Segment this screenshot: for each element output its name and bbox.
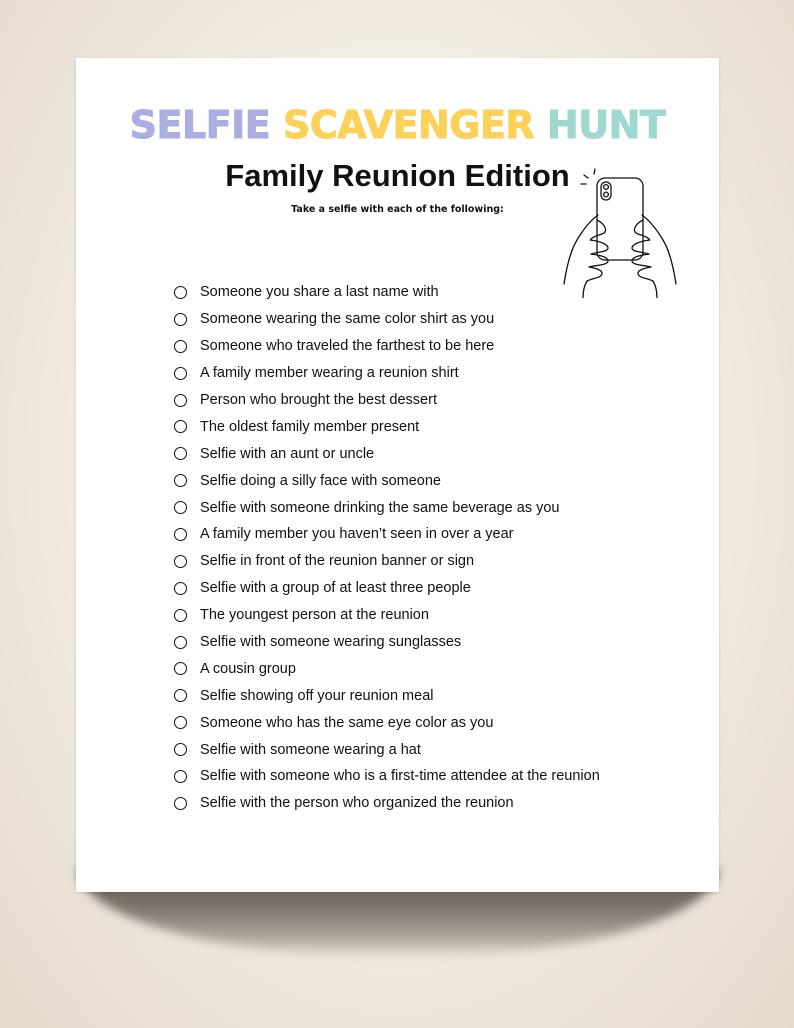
checklist-item-label: Someone who has the same eye color as you: [200, 714, 494, 731]
checklist-item-label: Selfie with an aunt or uncle: [200, 445, 375, 462]
checklist-item-label: Someone wearing the same color shirt as you: [200, 311, 495, 328]
checkbox-circle-icon[interactable]: [174, 394, 187, 407]
checklist-item-label: Someone you share a last name with: [200, 284, 439, 301]
checklist-item[interactable]: [174, 655, 600, 682]
checklist-item[interactable]: [174, 709, 600, 736]
checklist-item[interactable]: [174, 333, 600, 360]
checkbox-circle-icon[interactable]: [174, 367, 187, 380]
checklist-item-label: Someone who traveled the farthest to be here: [200, 338, 495, 355]
checklist-item-label: Selfie in front of the reunion banner or sign: [200, 553, 475, 570]
checklist-item-label: A family member wearing a reunion shirt: [200, 365, 459, 382]
checklist-item[interactable]: [174, 521, 600, 548]
checklist-item-label: A cousin group: [200, 660, 296, 677]
checklist-item[interactable]: [174, 387, 600, 414]
checkbox-circle-icon[interactable]: [174, 582, 187, 595]
checklist-item[interactable]: [174, 279, 600, 306]
page-title: [76, 103, 719, 147]
checklist-item[interactable]: [174, 575, 600, 602]
checklist-item-label: The oldest family member present: [200, 418, 420, 435]
title-word-hunt: HUNT: [546, 103, 666, 147]
checklist-item[interactable]: [174, 790, 600, 817]
checklist-item[interactable]: [174, 682, 600, 709]
instruction-text: Take a selfie with each of the following:: [291, 204, 504, 215]
checkbox-circle-icon[interactable]: [174, 501, 187, 514]
checklist-item-label: Selfie showing off your reunion meal: [200, 687, 434, 704]
checkbox-circle-icon[interactable]: [174, 662, 187, 675]
title-word-selfie: SELFIE: [129, 103, 271, 147]
worksheet-page: [76, 58, 719, 892]
checkbox-circle-icon[interactable]: [174, 743, 187, 756]
checklist-item[interactable]: [174, 494, 600, 521]
checkbox-circle-icon[interactable]: [174, 797, 187, 810]
checklist-item[interactable]: [174, 306, 600, 333]
checkbox-circle-icon[interactable]: [174, 286, 187, 299]
checklist-item[interactable]: [174, 602, 600, 629]
checklist-item-label: Selfie doing a silly face with someone: [200, 472, 441, 489]
checklist-item-label: Selfie with someone who is a first-time attendee at the reunion: [200, 768, 600, 785]
checkbox-circle-icon[interactable]: [174, 555, 187, 568]
checklist-item-label: Selfie with the person who organized the reunion: [200, 795, 514, 812]
checklist-item-label: The youngest person at the reunion: [200, 607, 429, 624]
checklist-item[interactable]: [174, 413, 600, 440]
checkbox-circle-icon[interactable]: [174, 474, 187, 487]
checklist-item[interactable]: [174, 440, 600, 467]
checklist-item-label: Selfie with someone drinking the same beverage as you: [200, 499, 560, 516]
checkbox-circle-icon[interactable]: [174, 609, 187, 622]
checklist-item[interactable]: [174, 548, 600, 575]
checklist-item-label: A family member you haven’t seen in over a year: [200, 526, 514, 543]
checkbox-circle-icon[interactable]: [174, 313, 187, 326]
checklist-item-label: Selfie with a group of at least three people: [200, 580, 471, 597]
checkbox-circle-icon[interactable]: [174, 716, 187, 729]
checkbox-circle-icon[interactable]: [174, 340, 187, 353]
checklist-item-label: Selfie with someone wearing a hat: [200, 741, 421, 758]
checklist-item[interactable]: [174, 467, 600, 494]
scavenger-checklist: [174, 279, 600, 817]
checklist-item[interactable]: [174, 736, 600, 763]
subtitle: Family Reunion Edition: [225, 158, 570, 193]
checkbox-circle-icon[interactable]: [174, 636, 187, 649]
checkbox-circle-icon[interactable]: [174, 689, 187, 702]
checklist-item[interactable]: [174, 763, 600, 790]
checkbox-circle-icon[interactable]: [174, 420, 187, 433]
checklist-item[interactable]: [174, 360, 600, 387]
checklist-item[interactable]: [174, 629, 600, 656]
checkbox-circle-icon[interactable]: [174, 770, 187, 783]
checklist-item-label: Selfie with someone wearing sunglasses: [200, 634, 462, 651]
checklist-item-label: Person who brought the best dessert: [200, 392, 437, 408]
checkbox-circle-icon[interactable]: [174, 528, 187, 541]
title-word-scavenger: SCAVENGER: [283, 103, 535, 147]
checkbox-circle-icon[interactable]: [174, 447, 187, 460]
